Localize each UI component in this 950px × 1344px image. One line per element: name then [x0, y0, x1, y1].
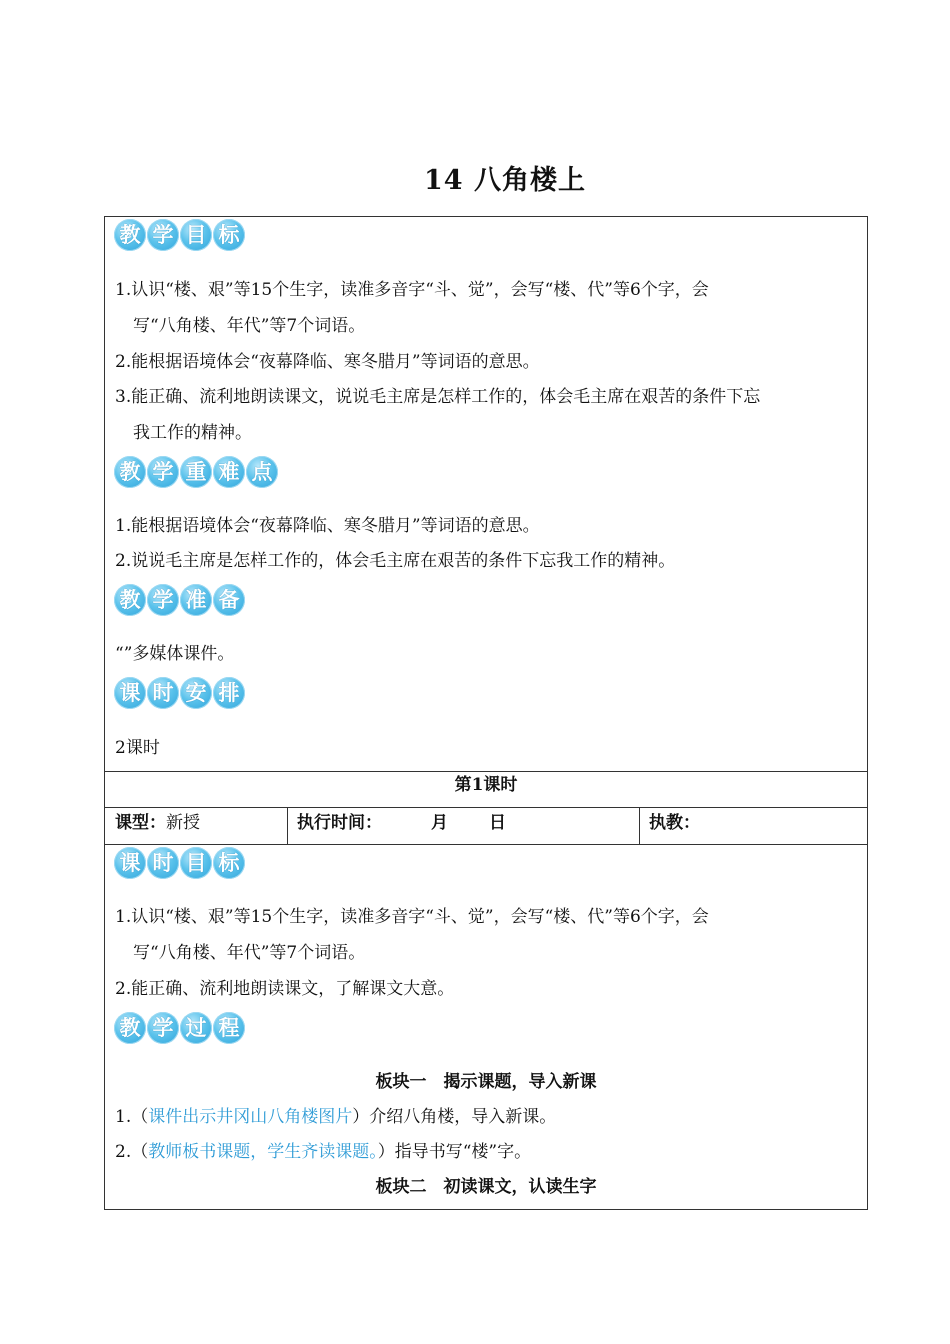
step-instruction: 教师板书课题，学生齐读课题。: [148, 1142, 378, 1162]
badge-char: 时: [147, 677, 179, 709]
table-divider: [104, 771, 868, 772]
table-divider: [104, 844, 868, 845]
objective-line: 1.认识“楼、艰”等15个生字，读准多音字“斗、觉”，会写“楼、代”等6个字，会: [115, 280, 709, 300]
objective-line: 写“八角楼、年代”等7个词语。: [133, 316, 366, 336]
badge-char: 教: [114, 1012, 146, 1044]
badge-char: 难: [213, 456, 245, 488]
process-step-2: [115, 1141, 531, 1163]
badge-char: 教: [114, 584, 146, 616]
badge-char: 点: [246, 456, 278, 488]
badge-key-points: [114, 456, 279, 488]
badge-char: 学: [147, 456, 179, 488]
badge-char: 学: [147, 584, 179, 616]
lesson-type: [115, 812, 200, 834]
badge-char: 重: [180, 456, 212, 488]
lesson-type-label: 课型：: [115, 813, 166, 833]
table-divider: [104, 807, 868, 808]
day-label: 日: [489, 813, 506, 833]
badge-char: 程: [213, 1012, 245, 1044]
step-instruction: 课件出示井冈山八角楼图片: [148, 1107, 353, 1127]
badge-char: 过: [180, 1012, 212, 1044]
badge-preparation: [114, 584, 246, 616]
badge-char: 课: [114, 677, 146, 709]
preparation-text: “”多媒体课件。: [115, 644, 235, 664]
process-step-1: [115, 1106, 556, 1128]
lesson-type-value: 新授: [166, 813, 200, 833]
badge-char: 学: [147, 219, 179, 251]
badge-char: 标: [213, 219, 245, 251]
step-text: ）介绍八角楼，导入新课。: [352, 1107, 557, 1127]
objective-line: 3.能正确、流利地朗读课文，说说毛主席是怎样工作的，体会毛主席在艰苦的条件下忘: [115, 387, 761, 407]
table-divider: [287, 807, 288, 844]
badge-char: 排: [213, 677, 245, 709]
key-point-line: 1.能根据语境体会“夜幕降临、寒冬腊月”等词语的意思。: [115, 516, 540, 536]
badge-lesson-goals: [114, 847, 246, 879]
badge-teaching-process: [114, 1012, 246, 1044]
block-two-heading: 板块二 初读课文，认读生字: [375, 1177, 597, 1197]
badge-char: 准: [180, 584, 212, 616]
teacher-label: 执教：: [649, 813, 700, 833]
lesson-goal-line: 写“八角楼、年代”等7个词语。: [133, 943, 366, 963]
badge-char: 安: [180, 677, 212, 709]
step-number: 1.（: [115, 1107, 149, 1127]
objective-line: 2.能根据语境体会“夜幕降临、寒冬腊月”等词语的意思。: [115, 352, 540, 372]
page-title: 14 八角楼上: [424, 165, 586, 196]
lesson-goal-line: 2.能正确、流利地朗读课文，了解课文大意。: [115, 979, 455, 999]
badge-teaching-objectives: [114, 219, 246, 251]
badge-char: 课: [114, 847, 146, 879]
key-point-line: 2.说说毛主席是怎样工作的，体会毛主席在艰苦的条件下忘我工作的精神。: [115, 551, 676, 571]
schedule-text: 2课时: [115, 738, 160, 758]
badge-char: 目: [180, 219, 212, 251]
badge-char: 备: [213, 584, 245, 616]
execution-time-label: 执行时间：: [297, 813, 382, 833]
badge-char: 教: [114, 456, 146, 488]
badge-char: 标: [213, 847, 245, 879]
badge-schedule: [114, 677, 246, 709]
step-number: 2.（: [115, 1142, 149, 1162]
block-one-heading: 板块一 揭示课题，导入新课: [375, 1072, 597, 1092]
badge-char: 学: [147, 1012, 179, 1044]
step-text: ）指导书写“楼”字。: [377, 1142, 532, 1162]
table-divider: [639, 807, 640, 844]
objective-line: 我工作的精神。: [133, 423, 252, 443]
badge-char: 教: [114, 219, 146, 251]
lesson-goal-line: 1.认识“楼、艰”等15个生字，读准多音字“斗、觉”，会写“楼、代”等6个字，会: [115, 907, 709, 927]
lesson-heading: 第1课时: [454, 775, 518, 795]
badge-char: 目: [180, 847, 212, 879]
badge-char: 时: [147, 847, 179, 879]
month-label: 月: [431, 813, 448, 833]
